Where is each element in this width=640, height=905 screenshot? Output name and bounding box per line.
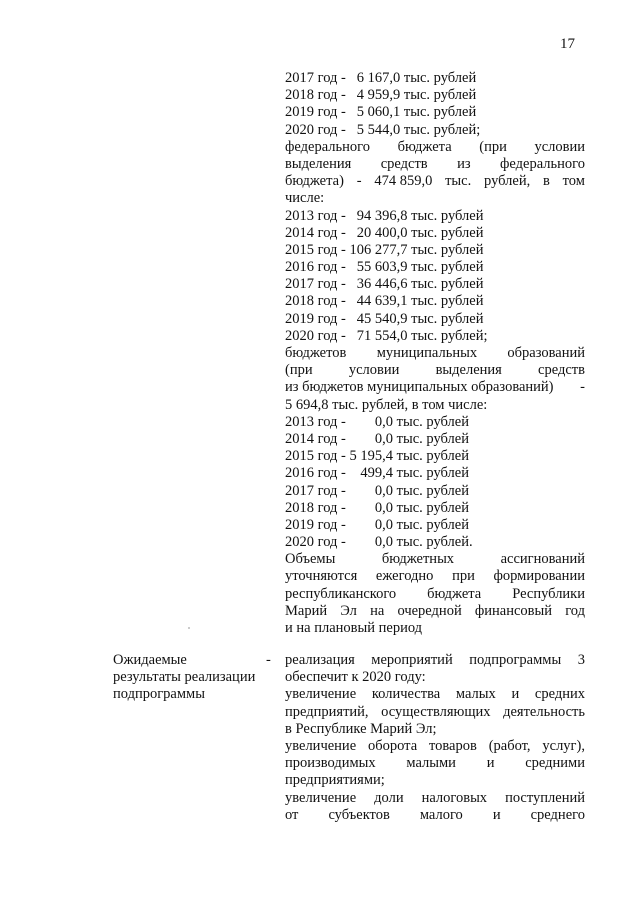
word: средними: [525, 755, 585, 772]
municipal-intro-line: 5 694,8 тыс. рублей, в том числе:: [285, 396, 488, 413]
word: увеличение: [285, 789, 357, 806]
word: деятельность: [503, 703, 585, 720]
word: подпрограммы: [469, 652, 562, 668]
word: рублей,: [484, 173, 531, 190]
word: выделения: [285, 155, 352, 172]
results-line: [285, 790, 585, 807]
municipal-amount-line: 2020 год - 0,0 тыс. рублей.: [285, 534, 473, 551]
word: малыми: [406, 755, 456, 772]
word: выделения: [435, 362, 502, 379]
word: уточняются: [285, 568, 358, 585]
word: производимых: [285, 755, 376, 772]
word: Марий: [285, 602, 328, 619]
federal-amount-line: 2018 год - 44 639,1 тыс. рублей: [285, 293, 484, 310]
word: увеличение: [285, 686, 357, 703]
word: (работ,: [488, 737, 531, 754]
word: оборота: [368, 737, 418, 754]
federal-amount-line: 2013 год - 94 396,8 тыс. рублей: [285, 207, 484, 224]
word: при: [452, 568, 475, 585]
word: от: [285, 806, 299, 823]
expected-results-label: [113, 652, 278, 704]
federal-amount-line: 2020 год - 71 554,0 тыс. рублей;: [285, 327, 488, 344]
results-line: [285, 807, 585, 824]
federal-amount-line: 2015 год - 106 277,7 тыс. рублей: [285, 241, 484, 258]
federal-amount-line: 2019 год - 45 540,9 тыс. рублей: [285, 310, 484, 327]
label-line: результаты реализации: [113, 669, 256, 686]
volumes-note-line: [285, 551, 585, 568]
federal-intro-line: [285, 173, 585, 190]
word: образований: [507, 345, 585, 361]
word: республиканского: [285, 585, 397, 602]
word: 3: [577, 652, 585, 668]
results-line: в Республике Марий Эл;: [285, 720, 437, 737]
word: бюджета: [427, 585, 482, 602]
word: субъектов: [328, 806, 390, 823]
amount-line: 2019 год - 5 060,1 тыс. рублей: [285, 104, 477, 121]
municipal-intro-line: [285, 345, 585, 362]
word: налоговых: [421, 789, 488, 806]
word: увеличение: [285, 737, 357, 754]
word: осуществляющих: [381, 703, 491, 720]
federal-amount-line: 2014 год - 20 400,0 тыс. рублей: [285, 224, 484, 241]
municipal-amount-line: 2017 год - 0,0 тыс. рублей: [285, 482, 469, 499]
federal-intro-line: [285, 139, 585, 156]
volumes-note-line: и на плановый период: [285, 620, 423, 636]
expected-results-text: [285, 652, 585, 824]
word: 474 859,0: [374, 173, 433, 190]
federal-intro-line: [285, 156, 585, 173]
municipal-intro-line: [285, 379, 585, 396]
word: федерального: [285, 138, 370, 155]
word: доли: [374, 789, 404, 806]
word: средств: [380, 155, 428, 172]
word: финансовый: [474, 602, 553, 619]
word: и: [486, 755, 495, 772]
federal-intro-line: числе:: [285, 190, 325, 207]
word: и: [511, 686, 520, 703]
word: предприятий,: [285, 703, 369, 720]
word: малых: [455, 686, 496, 703]
word: том: [562, 173, 585, 190]
word: Республики: [512, 585, 585, 602]
word: бюджета): [285, 173, 344, 190]
word: (при: [285, 362, 313, 379]
word: количества: [371, 686, 441, 703]
federal-amount-line: 2017 год - 36 446,6 тыс. рублей: [285, 276, 484, 293]
word: условии: [534, 138, 585, 155]
label-dash: -: [266, 652, 271, 668]
word: на: [370, 602, 385, 619]
word: бюджета: [397, 138, 452, 155]
word: в: [543, 173, 550, 190]
word: -: [356, 173, 362, 190]
results-line: [285, 738, 585, 755]
word: услуг),: [542, 737, 585, 754]
word: мероприятий: [371, 652, 453, 668]
amount-line: 2017 год - 6 167,0 тыс. рублей: [285, 70, 477, 86]
municipal-amount-line: 2013 год - 0,0 тыс. рублей: [285, 413, 469, 430]
label-line: подпрограммы: [113, 686, 205, 703]
amount-line: 2018 год - 4 959,9 тыс. рублей: [285, 87, 477, 104]
results-line: предприятиями;: [285, 772, 385, 789]
word: ассигнований: [500, 551, 585, 568]
municipal-amount-line: 2016 год - 499,4 тыс. рублей: [285, 465, 469, 482]
word: год: [565, 602, 585, 619]
word: муниципальных: [376, 345, 478, 361]
word: Эл: [340, 602, 357, 619]
results-line: [285, 652, 585, 669]
word: Объемы: [285, 551, 336, 568]
results-line: [285, 755, 585, 772]
word: среднего: [530, 806, 585, 823]
municipal-amount-line: 2015 год - 5 195,4 тыс. рублей: [285, 448, 469, 465]
results-line: [285, 704, 585, 721]
word: формировании: [493, 568, 585, 585]
word: -: [580, 379, 585, 396]
word: ежегодно: [375, 568, 434, 585]
municipal-intro-line: [285, 362, 585, 379]
word: средств: [538, 362, 585, 379]
word: малого: [419, 806, 463, 823]
volumes-note-line: [285, 586, 585, 603]
amount-line: 2020 год - 5 544,0 тыс. рублей;: [285, 121, 481, 138]
word: бюджетов: [285, 345, 347, 361]
financing-text-block: [285, 70, 585, 637]
word: условии: [348, 362, 400, 379]
word: из бюджетов муниципальных образований): [285, 379, 554, 396]
word: реализация: [285, 652, 355, 668]
results-line: [285, 686, 585, 703]
word: и: [492, 806, 501, 823]
results-line: обеспечит к 2020 году:: [285, 669, 426, 686]
page-number: 17: [560, 36, 575, 52]
word: бюджетных: [381, 551, 455, 568]
word: (при: [479, 138, 507, 155]
volumes-note-line: [285, 568, 585, 585]
municipal-amount-line: 2019 год - 0,0 тыс. рублей: [285, 516, 469, 533]
word: средних: [534, 686, 585, 703]
word: поступлений: [505, 789, 585, 806]
municipal-amount-line: 2014 год - 0,0 тыс. рублей: [285, 430, 469, 447]
word: из: [457, 155, 471, 172]
word: тыс.: [445, 173, 472, 190]
word: федерального: [500, 155, 585, 172]
label-line: Ожидаемые: [113, 652, 187, 668]
word: очередной: [397, 602, 462, 619]
volumes-note-line: [285, 603, 585, 620]
federal-amount-line: 2016 год - 55 603,9 тыс. рублей: [285, 259, 484, 276]
word: товаров: [429, 737, 477, 754]
scan-speck: [188, 627, 190, 629]
municipal-amount-line: 2018 год - 0,0 тыс. рублей: [285, 499, 469, 516]
